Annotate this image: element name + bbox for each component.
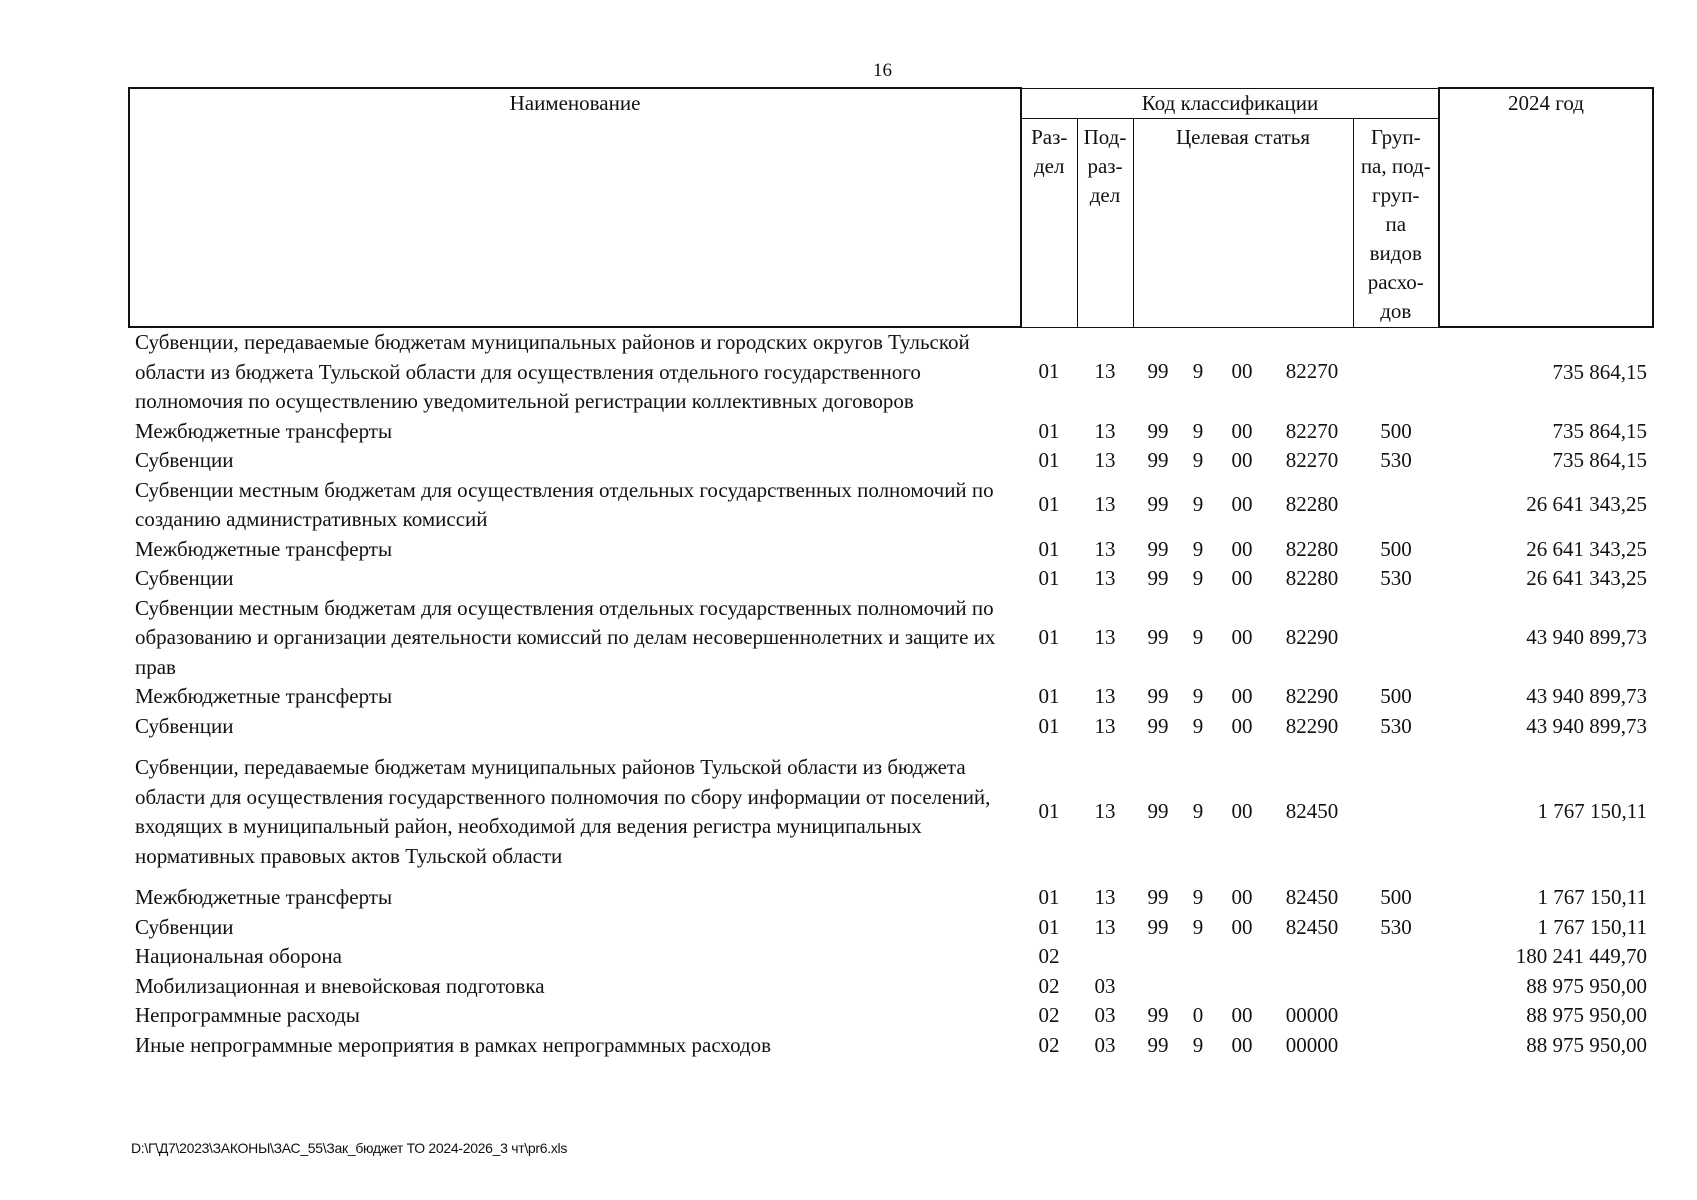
- row-target-1: 99: [1147, 418, 1169, 443]
- table-row: [129, 417, 1653, 447]
- row-name: Межбюджетные трансферты: [135, 885, 393, 909]
- budget-table: [128, 87, 1654, 1060]
- row-target-2: 0: [1192, 1003, 1204, 1027]
- row-target-3: 00: [1231, 713, 1253, 738]
- row-amount: 26 641 343,25: [1526, 492, 1648, 517]
- row-name: Субвенции: [135, 914, 234, 939]
- table-row: [129, 564, 1653, 594]
- row-podrazdel: 13: [1094, 713, 1116, 738]
- table-row: [129, 883, 1653, 913]
- row-target-3: 00: [1231, 799, 1253, 824]
- row-target-3: 00: [1231, 536, 1253, 561]
- row-amount: 26 641 343,25: [1526, 566, 1648, 590]
- row-target-2: 9: [1192, 492, 1204, 517]
- footer-file-path: D:\Г\Д7\2023\ЗАКОНЫ\ЗАС_55\Зак_бюджет ТО 2024-2026_3 чт\pr6.xls: [131, 1140, 568, 1156]
- row-podrazdel: 13: [1094, 418, 1116, 443]
- row-razdel: 02: [1038, 944, 1060, 968]
- row-group: 530: [1380, 914, 1412, 939]
- table-row: [129, 476, 1653, 535]
- row-target-4: [1271, 972, 1353, 1002]
- row-target-1: 99: [1147, 625, 1169, 649]
- row-razdel: 01: [1038, 492, 1060, 517]
- row-target-1: [1133, 972, 1183, 1002]
- row-target-1: 99: [1147, 914, 1169, 939]
- row-razdel: 01: [1038, 799, 1060, 824]
- row-target-4: 82290: [1285, 713, 1339, 738]
- row-target-4: 82280: [1285, 492, 1339, 517]
- row-group: [1353, 741, 1439, 883]
- row-target-1: 99: [1147, 536, 1169, 561]
- row-target-4: 82450: [1285, 914, 1339, 939]
- row-amount: 26 641 343,25: [1526, 536, 1648, 561]
- row-target-1: 99: [1147, 713, 1169, 738]
- row-podrazdel: 13: [1094, 536, 1116, 561]
- table-row: [129, 446, 1653, 476]
- row-target-3: 00: [1231, 1003, 1253, 1027]
- row-target-4: 82280: [1285, 536, 1339, 561]
- row-target-2: 9: [1192, 885, 1204, 909]
- header-group-text: Груп- па, под- груп- па видов расхо- дов: [1360, 124, 1431, 323]
- row-target-3: 00: [1231, 625, 1253, 649]
- row-razdel: 01: [1038, 684, 1060, 708]
- table-row: [129, 594, 1653, 683]
- header-razdel: [1021, 118, 1077, 327]
- row-amount: 88 975 950,00: [1526, 1003, 1648, 1027]
- row-group: [1353, 476, 1439, 535]
- table-row: [129, 942, 1653, 972]
- row-podrazdel: 13: [1094, 448, 1116, 472]
- row-razdel: 01: [1038, 418, 1060, 443]
- header-target-article: Целевая статья: [1133, 118, 1353, 327]
- row-razdel: 01: [1038, 536, 1060, 561]
- row-name: Непрограммные расходы: [135, 1003, 360, 1027]
- table-body: [129, 327, 1653, 1060]
- row-target-2: 9: [1192, 566, 1204, 590]
- row-name: Субвенции, передаваемые бюджетам муниципальных районов и городских округов Тульской области из бюджета Тульской области для осуществления отдельного государственного полномочия по осуществлению уведомительной регистрации коллективных договоров: [135, 330, 970, 413]
- table-row: [129, 1001, 1653, 1031]
- table-row: [129, 682, 1653, 712]
- row-podrazdel: 13: [1094, 359, 1116, 384]
- row-amount: 1 767 150,11: [1537, 799, 1648, 824]
- row-group: 530: [1380, 448, 1412, 472]
- row-target-2: 9: [1192, 625, 1204, 649]
- row-target-3: 00: [1231, 566, 1253, 590]
- row-target-1: 99: [1147, 448, 1169, 472]
- row-target-4: 00000: [1285, 1032, 1339, 1057]
- row-razdel: 01: [1038, 448, 1060, 472]
- row-group: [1353, 1001, 1439, 1031]
- header-year: 2024 год: [1439, 88, 1653, 327]
- row-amount: 88 975 950,00: [1526, 1032, 1648, 1057]
- row-razdel: 02: [1038, 1032, 1060, 1057]
- row-target-4: 82270: [1285, 359, 1339, 384]
- row-target-1: [1133, 942, 1183, 972]
- row-target-2: 9: [1192, 799, 1204, 824]
- row-target-4: 82290: [1285, 684, 1339, 708]
- row-amount: 1 767 150,11: [1537, 914, 1648, 939]
- row-razdel: 02: [1038, 1003, 1060, 1027]
- row-group: 500: [1380, 536, 1412, 561]
- row-podrazdel: 13: [1094, 492, 1116, 517]
- row-target-3: 00: [1231, 684, 1253, 708]
- row-name: Межбюджетные трансферты: [135, 536, 393, 561]
- table-row: [129, 712, 1653, 742]
- table-row: [129, 913, 1653, 943]
- row-target-1: 99: [1147, 566, 1169, 590]
- row-target-3: 00: [1231, 914, 1253, 939]
- row-group: 500: [1380, 418, 1412, 443]
- row-amount: 180 241 449,70: [1515, 944, 1648, 968]
- row-razdel: 01: [1038, 359, 1060, 384]
- row-target-3: 00: [1231, 448, 1253, 472]
- row-podrazdel: 03: [1094, 973, 1116, 998]
- row-target-3: 00: [1231, 492, 1253, 517]
- header-podrazdel-text: Под- раз- дел: [1083, 124, 1127, 207]
- row-target-4: 00000: [1285, 1003, 1339, 1027]
- row-podrazdel: 13: [1094, 566, 1116, 590]
- header-code-classification: Код классификации: [1021, 88, 1439, 118]
- row-target-3: [1213, 942, 1271, 972]
- row-group: 500: [1380, 684, 1412, 708]
- row-name: Субвенции местным бюджетам для осуществления отдельных государственных полномочий по образованию и организации деятельности комиссий по делам несовершеннолетних и защите их прав: [135, 595, 996, 679]
- header-razdel-text: Раз- дел: [1031, 124, 1068, 178]
- row-target-2: [1183, 972, 1213, 1002]
- table-header: [129, 88, 1653, 327]
- row-name: Субвенции: [135, 566, 234, 590]
- row-target-1: 99: [1147, 1032, 1169, 1057]
- row-name: Иные непрограммные мероприятия в рамках непрограммных расходов: [135, 1032, 772, 1057]
- row-amount: 88 975 950,00: [1526, 973, 1648, 998]
- row-target-1: 99: [1147, 492, 1169, 517]
- row-name: Субвенции: [135, 448, 234, 472]
- row-razdel: 01: [1038, 885, 1060, 909]
- row-podrazdel: 13: [1094, 625, 1116, 649]
- row-name: Национальная оборона: [135, 944, 342, 968]
- row-target-2: 9: [1192, 1032, 1204, 1057]
- row-target-4: [1271, 942, 1353, 972]
- row-target-1: 99: [1147, 799, 1169, 824]
- row-name: Субвенции: [135, 713, 234, 738]
- row-target-3: 00: [1231, 359, 1253, 384]
- row-podrazdel: 13: [1094, 684, 1116, 708]
- row-target-2: 9: [1192, 713, 1204, 738]
- row-name: Межбюджетные трансферты: [135, 418, 393, 443]
- row-target-2: 9: [1192, 914, 1204, 939]
- row-target-2: 9: [1192, 536, 1204, 561]
- table-row: [129, 741, 1653, 883]
- row-podrazdel: 13: [1094, 885, 1116, 909]
- row-target-4: 82270: [1285, 448, 1339, 472]
- row-target-2: 9: [1192, 684, 1204, 708]
- row-amount: 735 864,15: [1552, 359, 1648, 384]
- row-razdel: 01: [1038, 566, 1060, 590]
- row-name: Межбюджетные трансферты: [135, 684, 393, 708]
- row-group: 530: [1380, 566, 1412, 590]
- header-podrazdel: [1077, 118, 1133, 327]
- row-target-4: 82280: [1285, 566, 1339, 590]
- header-name: Наименование: [129, 88, 1021, 327]
- row-group: 530: [1380, 713, 1412, 738]
- row-name: Субвенции местным бюджетам для осуществления отдельных государственных полномочий по созданию административных комиссий: [135, 477, 994, 531]
- row-target-3: [1213, 972, 1271, 1002]
- row-amount: 43 940 899,73: [1526, 684, 1648, 708]
- row-target-4: 82450: [1285, 885, 1339, 909]
- row-podrazdel: [1077, 942, 1133, 972]
- row-group: [1353, 942, 1439, 972]
- row-razdel: 02: [1038, 973, 1060, 998]
- row-amount: 1 767 150,11: [1537, 885, 1648, 909]
- row-amount: 735 864,15: [1552, 418, 1648, 443]
- table-row: [129, 535, 1653, 565]
- row-amount: 735 864,15: [1552, 448, 1648, 472]
- row-target-4: 82270: [1285, 418, 1339, 443]
- header-group: [1353, 118, 1439, 327]
- table-row: [129, 972, 1653, 1002]
- row-group: [1353, 327, 1439, 417]
- row-razdel: 01: [1038, 914, 1060, 939]
- row-group: [1353, 1031, 1439, 1061]
- row-podrazdel: 13: [1094, 799, 1116, 824]
- row-razdel: 01: [1038, 713, 1060, 738]
- table-row: [129, 327, 1653, 417]
- row-target-2: 9: [1192, 418, 1204, 443]
- row-target-2: 9: [1192, 448, 1204, 472]
- row-podrazdel: 03: [1094, 1032, 1116, 1057]
- row-target-4: 82450: [1285, 799, 1339, 824]
- row-razdel: 01: [1038, 625, 1060, 649]
- row-amount: 43 940 899,73: [1526, 713, 1648, 738]
- row-target-2: [1183, 942, 1213, 972]
- row-group: [1353, 972, 1439, 1002]
- row-target-3: 00: [1231, 1032, 1253, 1057]
- row-target-1: 99: [1147, 359, 1169, 384]
- row-amount: 43 940 899,73: [1526, 625, 1648, 649]
- row-group: [1353, 594, 1439, 683]
- row-target-4: 82290: [1285, 625, 1339, 649]
- row-podrazdel: 03: [1094, 1003, 1116, 1027]
- row-target-3: 00: [1231, 418, 1253, 443]
- row-group: 500: [1380, 885, 1412, 909]
- row-target-2: 9: [1192, 359, 1204, 384]
- row-target-1: 99: [1147, 1003, 1169, 1027]
- page-number: 16: [873, 60, 892, 81]
- row-target-1: 99: [1147, 684, 1169, 708]
- row-podrazdel: 13: [1094, 914, 1116, 939]
- row-name: Мобилизационная и вневойсковая подготовка: [135, 973, 545, 998]
- table-row: [129, 1031, 1653, 1061]
- row-target-1: 99: [1147, 885, 1169, 909]
- row-target-3: 00: [1231, 885, 1253, 909]
- row-name: Субвенции, передаваемые бюджетам муниципальных районов Тульской области из бюджета области для осуществления государственного полномочия по сбору информации от поселений, входящих в муниципальный район, необходимой для ведения регистра муниципальных нормативных правовых актов Тульской области: [135, 755, 991, 868]
